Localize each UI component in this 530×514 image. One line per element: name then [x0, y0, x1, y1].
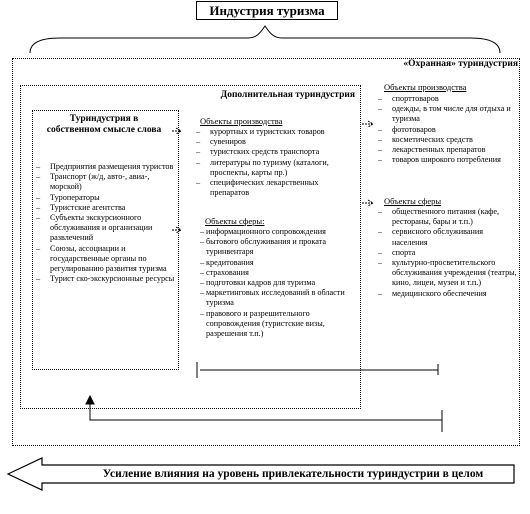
inner-title-line1: Туриндустрия в [69, 114, 139, 124]
arrow-to-outer-production [362, 121, 373, 127]
mid-production-title: Объекты производства [200, 116, 283, 126]
list-item: – товаров широкого потребления [378, 155, 518, 165]
mid-sphere-title: Объекты сферы: [205, 216, 265, 226]
out-production-title: Объекты производства [384, 82, 467, 92]
list-item: – курортных и туристских товаров [196, 127, 356, 137]
inner-list [36, 162, 176, 284]
list-item: – сервисного обслуживания населения [378, 227, 518, 247]
list-item: – литературы по туризму (каталоги, проспекты, карты пр.) [196, 158, 356, 178]
list-item: – общественного питания (кафе, рестораны, бары и т.п.) [378, 207, 518, 227]
list-item: – спорта [378, 248, 518, 258]
out-sphere-title: Объекты сферы [384, 196, 442, 206]
list-item: – туристских средств транспорта [196, 147, 356, 157]
list-item: – кредитования [200, 258, 356, 268]
list-item: – подготовки кадров для туризма [200, 278, 356, 288]
arrow-to-outer-sphere [362, 200, 373, 206]
feedback-arrow-head [86, 396, 94, 404]
out-production-list [378, 94, 518, 165]
inner-title [34, 114, 174, 136]
list-item: – правового и разрешительного сопровождения (туристские визы, разрешения т.п.) [200, 309, 356, 340]
list-item: – фототоваров [378, 125, 518, 135]
list-item: – одежды, в том числе для отдыха и туризма [378, 104, 518, 124]
outer-label: «Охранная» туриндустрия [403, 59, 518, 69]
list-item: – маркетинговых исследований в области туризма [200, 288, 356, 308]
list-item: – культурно-просветительского обслуживания учреждения (театры, кино, лицеи, музеи и т.п.) [378, 258, 518, 289]
list-item: – медицинского обеспечения [378, 289, 518, 299]
diagram-title: Индустрия туризма [196, 1, 338, 20]
list-item: – Туристские агентства [36, 203, 176, 213]
feedback-line-inner [197, 362, 438, 378]
middle-label: Дополнительная туриндустрия [220, 90, 355, 100]
inner-title-line2: собственном смысле слова [46, 125, 162, 135]
list-item: – Туроператоры [36, 193, 176, 203]
list-item: – спорттоваров [378, 94, 518, 104]
mid-production-list [196, 127, 356, 198]
list-item: – страхования [200, 268, 356, 278]
mid-sphere-list [200, 227, 356, 339]
list-item: – сувениров [196, 137, 356, 147]
brace [30, 26, 500, 53]
list-item: – специфических лекарственных препаратов [196, 178, 356, 198]
list-item: – Союзы, ассоциации и государственные органы по регулированию развития туризма [36, 244, 176, 275]
list-item: – информационного сопровождения [200, 227, 356, 237]
bottom-arrow-label: Усиление влияния на уровень привлекательности туриндустрии в целом [102, 468, 484, 480]
list-item: – Субъекты экскурсионного обслуживания и организации развлечений [36, 213, 176, 244]
list-item: – Турист ско-экскурсионные ресурсы [36, 274, 176, 284]
list-item: – косметических средств [378, 135, 518, 145]
out-sphere-list [378, 207, 518, 299]
feedback-line-outer [90, 398, 442, 432]
list-item: – Предприятия размещения туристов [36, 162, 176, 172]
list-item: – бытового обслуживания и проката туринвентаря [200, 237, 356, 257]
list-item: – лекарственных препаратов [378, 145, 518, 155]
list-item: – Транспорт (ж/д, авто-, авиа-, морской) [36, 172, 176, 192]
